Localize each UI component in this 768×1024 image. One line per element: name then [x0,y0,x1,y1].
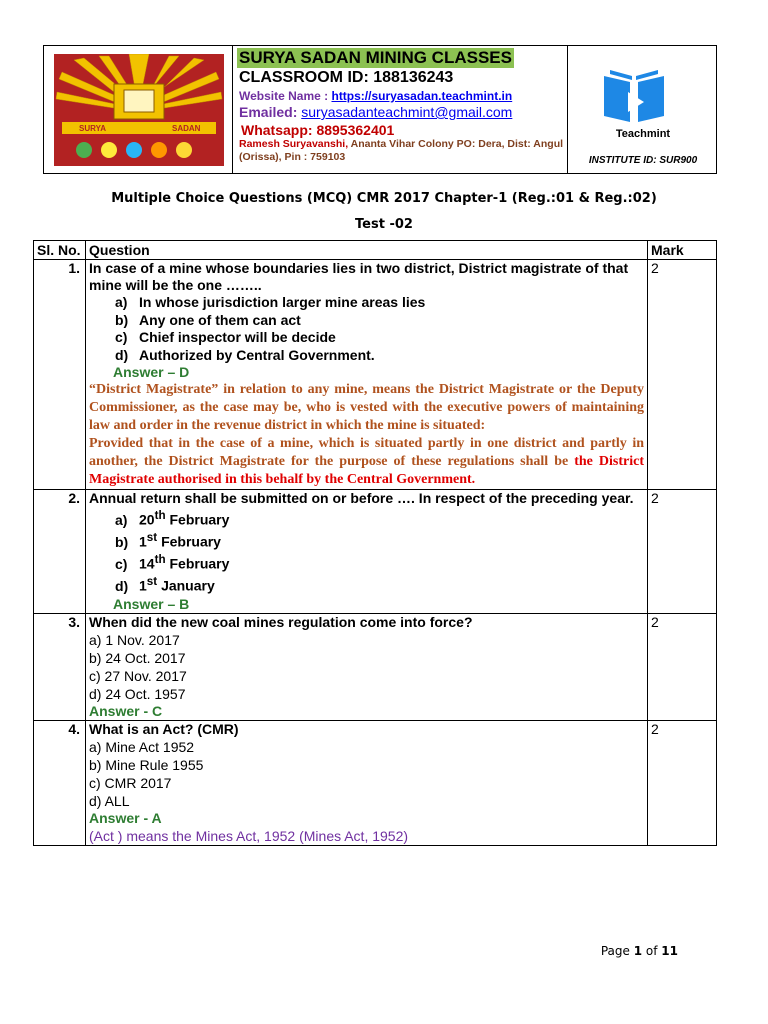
teachmint-brand: Teachmint [615,128,671,140]
question-number: 3. [34,613,86,720]
website-link[interactable]: https://suryasadan.teachmint.in [331,89,513,103]
option: a) 20th February [115,509,230,528]
option: c) 14th February [115,553,230,572]
email-line: Emailed: suryasadanteachmint@gmail.com [239,104,513,120]
address: Ramesh Suryavanshi, Ananta Vihar Colony PO: Dera, Dist: Angul (Orissa), Pin : 759103 [239,138,564,163]
option: a) 1 Nov. 2017 [89,631,180,648]
svg-text:SADAN: SADAN [172,124,201,133]
question-cell [86,720,648,845]
option: b) Any one of them can act [115,311,301,328]
mark: 2 [648,720,717,845]
option: b) 1st February [115,531,221,550]
col-sl-no: Sl. No. [34,241,86,260]
option: a) Mine Act 1952 [89,738,195,755]
question-cell [86,260,648,490]
answer: Answer – B [113,595,190,612]
explanation-proviso: Provided that in the case of a mine, which is situated partly in one district and partly in another, the District Magistrate for the purpose of these regulations shall be the District Magistrate authorised in this behalf by the Central Government. [89,436,644,487]
page-subtitle: Test -02 [355,217,413,232]
option: b) 24 Oct. 2017 [89,649,186,666]
option: a) In whose jurisdiction larger mine areas lies [115,294,426,310]
website-line: Website Name : https://suryasadan.teachmint.in [239,89,513,103]
mark: 2 [648,613,717,720]
col-question: Question [86,241,648,260]
question-text: In case of a mine whose boundaries lies in two district, District magistrate of that mine will be the one …….. [89,260,629,293]
page-footer: Page 1 of 11 [600,944,678,958]
option: d) Authorized by Central Government. [115,346,375,363]
question-row [34,490,717,614]
answer: Answer – D [113,364,190,380]
question-text: When did the new coal mines regulation come into force? [89,613,473,630]
option: d) ALL [89,792,130,809]
question-cell [86,490,648,614]
whatsapp: Whatsapp: 8895362401 [241,122,395,138]
question-text: What is an Act? (CMR) [89,720,239,737]
info-cell [232,45,568,174]
page-title: Multiple Choice Questions (MCQ) CMR 2017 Chapter-1 (Reg.:01 & Reg.:02) [111,191,657,206]
option: d) 1st January [115,575,215,595]
option: c) CMR 2017 [89,774,172,791]
question-number: 4. [34,720,86,845]
svg-text:SURYA: SURYA [79,124,106,133]
col-mark: Mark [648,241,717,260]
option: b) Mine Rule 1955 [89,756,204,773]
answer-note: (Act ) means the Mines Act, 1952 (Mines Act, 1952) [89,827,409,844]
school-name: SURYA SADAN MINING CLASSES [239,48,512,67]
options-list [89,507,644,596]
question-row [34,613,717,720]
question-number: 1. [34,260,86,490]
option: d) 24 Oct. 1957 [89,685,186,702]
mark: 2 [648,260,717,490]
question-text: Annual return shall be submitted on or before …. In respect of the preceding year. [89,490,634,506]
question-table [33,240,717,846]
institute-id: INSTITUTE ID: SUR900 [588,155,698,166]
email-link[interactable]: suryasadanteachmint@gmail.com [301,104,513,120]
mark: 2 [648,490,717,614]
question-row [34,720,717,845]
answer: Answer - A [89,809,162,826]
classroom-id: CLASSROOM ID: 188136243 [239,69,454,86]
question-row [34,260,717,490]
teachmint-icon [600,66,668,126]
surya-sadan-logo [54,54,224,166]
table-header-row [34,241,717,260]
answer: Answer - C [89,702,163,719]
options-list [89,294,644,364]
header-block [43,45,717,174]
option: c) Chief inspector will be decide [115,329,336,345]
option: c) 27 Nov. 2017 [89,667,187,684]
logo-cell [43,45,233,174]
teachmint-cell [567,45,717,174]
question-cell [86,613,648,720]
explanation: “District Magistrate” in relation to any mine, means the District Magistrate or the Deputy Commissioner, as the case may be, who is vested with the executive powers of maintaining law and order in the revenue district in which the mine is situated: [89,382,644,433]
question-number: 2. [34,490,86,614]
